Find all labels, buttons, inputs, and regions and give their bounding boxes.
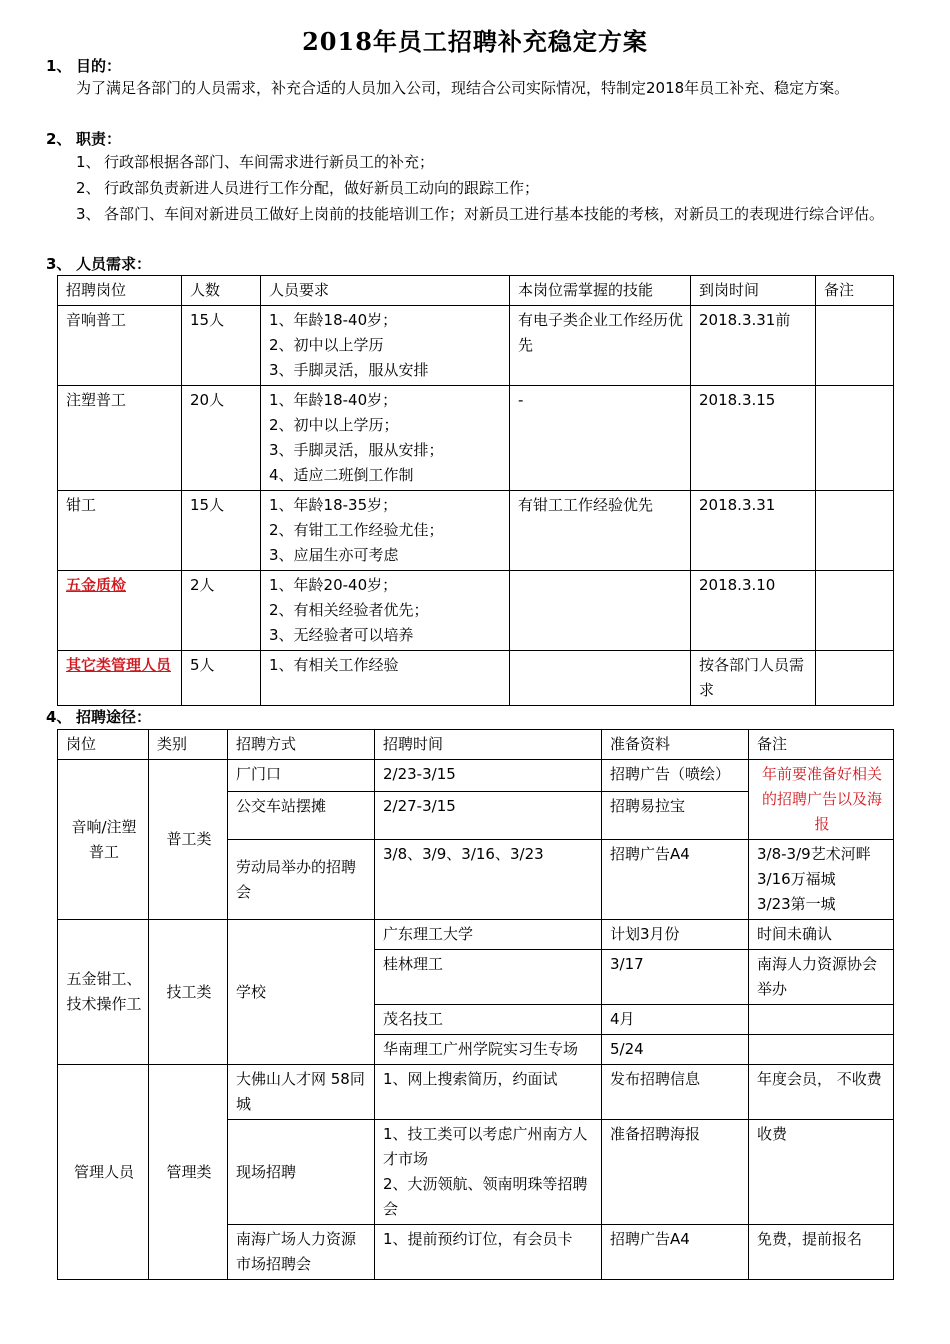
count-cell: 15人 <box>182 306 261 386</box>
column-header: 备注 <box>749 730 894 760</box>
section-3-heading: 3、 人员需求： <box>46 255 152 273</box>
material-cell: 招聘广告（喷绘） <box>602 760 749 792</box>
requirement-cell: 1、年龄18-35岁； 2、有钳工工作经验尤佳； 3、应届生亦可考虑 <box>261 491 510 571</box>
method-cell: 大佛山人才网 58同城 <box>228 1065 375 1120</box>
method-cell: 劳动局举办的招聘会 <box>228 840 375 920</box>
demand-table <box>57 275 894 706</box>
column-header: 岗位 <box>58 730 149 760</box>
list-item: 2、 行政部负责新进人员进行工作分配，做好新员工动向的跟踪工作； <box>76 179 540 197</box>
type-cell: 普工类 <box>149 760 228 920</box>
count-cell: 15人 <box>182 491 261 571</box>
post-cell: 音响/注塑普工 <box>58 760 149 920</box>
note-cell: 免费，提前报名 <box>749 1225 894 1280</box>
type-cell: 管理类 <box>149 1065 228 1280</box>
list-item: 1、 行政部根据各部门、车间需求进行新员工的补充； <box>76 153 435 171</box>
table-row <box>58 306 894 386</box>
note-cell <box>816 306 894 386</box>
time-cell: 茂名技工 <box>375 1005 602 1035</box>
column-header: 本岗位需掌握的技能 <box>510 276 691 306</box>
channel-table <box>57 729 894 1280</box>
table-row <box>58 571 894 651</box>
table-row <box>58 1065 894 1120</box>
method-cell: 学校 <box>228 920 375 1065</box>
count-cell: 20人 <box>182 386 261 491</box>
requirement-cell: 1、年龄20-40岁； 2、有相关经验者优先； 3、无经验者可以培养 <box>261 571 510 651</box>
post-cell <box>58 571 182 651</box>
time-cell: 1、网上搜索简历，约面试 <box>375 1065 602 1120</box>
count-cell: 5人 <box>182 651 261 706</box>
column-header: 备注 <box>816 276 894 306</box>
table-row <box>58 760 894 792</box>
table-row <box>58 386 894 491</box>
column-header: 人员要求 <box>261 276 510 306</box>
method-cell: 厂门口 <box>228 760 375 792</box>
skill-cell <box>510 651 691 706</box>
skill-cell: 有电子类企业工作经历优先 <box>510 306 691 386</box>
date-cell: 2018.3.31前 <box>691 306 816 386</box>
method-cell: 现场招聘 <box>228 1120 375 1225</box>
table-header-row <box>58 276 894 306</box>
time-cell: 2/23-3/15 <box>375 760 602 792</box>
date-cell: 2018.3.31 <box>691 491 816 571</box>
requirement-cell: 1、年龄18-40岁； 2、初中以上学历 3、手脚灵活，服从安排 <box>261 306 510 386</box>
table-row <box>58 651 894 706</box>
note-cell: 年度会员， 不收费 <box>749 1065 894 1120</box>
material-cell: 招聘易拉宝 <box>602 792 749 840</box>
material-cell: 4月 <box>602 1005 749 1035</box>
note-cell <box>816 651 894 706</box>
column-header: 招聘方式 <box>228 730 375 760</box>
note-cell: 时间未确认 <box>749 920 894 950</box>
note-cell <box>749 1005 894 1035</box>
skill-cell: 有钳工工作经验优先 <box>510 491 691 571</box>
count-cell: 2人 <box>182 571 261 651</box>
column-header: 招聘时间 <box>375 730 602 760</box>
column-header: 类别 <box>149 730 228 760</box>
column-header: 招聘岗位 <box>58 276 182 306</box>
section-1-heading: 1、 目的： <box>46 57 122 75</box>
purpose-text: 为了满足各部门的人员需求，补充合适的人员加入公司，现结合公司实际情况，特制定2018年员工补充、稳定方案。 <box>76 79 850 97</box>
skill-cell: - <box>510 386 691 491</box>
document-title: 2018年员工招聘补充稳定方案 <box>302 27 648 56</box>
material-cell: 招聘广告A4 <box>602 840 749 920</box>
note-cell <box>816 491 894 571</box>
highlighted-post: 五金质检 <box>66 576 127 594</box>
table-header-row <box>58 730 894 760</box>
material-cell: 发布招聘信息 <box>602 1065 749 1120</box>
time-cell: 华南理工广州学院实习生专场 <box>375 1035 602 1065</box>
post-cell: 钳工 <box>58 491 182 571</box>
date-cell: 2018.3.15 <box>691 386 816 491</box>
section-2-heading: 2、 职责： <box>46 130 122 148</box>
method-cell: 公交车站摆摊 <box>228 792 375 840</box>
section-4-heading: 4、 招聘途径： <box>46 708 152 726</box>
note-cell: 南海人力资源协会举办 <box>749 950 894 1005</box>
time-cell: 桂林理工 <box>375 950 602 1005</box>
date-cell: 按各部门人员需求 <box>691 651 816 706</box>
material-cell: 5/24 <box>602 1035 749 1065</box>
note-cell <box>749 1035 894 1065</box>
material-cell: 计划3月份 <box>602 920 749 950</box>
material-cell: 准备招聘海报 <box>602 1120 749 1225</box>
list-item: 3、 各部门、车间对新进员工做好上岗前的技能培训工作；对新员工进行基本技能的考核，对新员工的表现进行综合评估。 <box>76 205 885 223</box>
material-cell: 招聘广告A4 <box>602 1225 749 1280</box>
highlighted-post: 其它类管理人员 <box>66 656 172 674</box>
requirement-cell: 1、年龄18-40岁； 2、初中以上学历； 3、手脚灵活，服从安排； 4、适应二班倒工作制 <box>261 386 510 491</box>
table-row <box>58 920 894 950</box>
material-cell: 3/17 <box>602 950 749 1005</box>
column-header: 人数 <box>182 276 261 306</box>
note-cell: 收费 <box>749 1120 894 1225</box>
post-cell: 注塑普工 <box>58 386 182 491</box>
skill-cell <box>510 571 691 651</box>
time-cell: 1、提前预约订位，有会员卡 <box>375 1225 602 1280</box>
time-cell: 1、技工类可以考虑广州南方人才市场 2、大沥领航、领南明珠等招聘会 <box>375 1120 602 1225</box>
type-cell: 技工类 <box>149 920 228 1065</box>
note-cell <box>816 571 894 651</box>
column-header: 准备资料 <box>602 730 749 760</box>
time-cell: 广东理工大学 <box>375 920 602 950</box>
post-cell: 五金钳工、技术操作工 <box>58 920 149 1065</box>
post-cell: 音响普工 <box>58 306 182 386</box>
note-cell: 3/8-3/9艺术河畔 3/16万福城 3/23第一城 <box>749 840 894 920</box>
post-cell: 管理人员 <box>58 1065 149 1280</box>
time-cell: 3/8、3/9、3/16、3/23 <box>375 840 602 920</box>
column-header: 到岗时间 <box>691 276 816 306</box>
date-cell: 2018.3.10 <box>691 571 816 651</box>
duties-list <box>76 149 908 227</box>
time-cell: 2/27-3/15 <box>375 792 602 840</box>
note-cell-highlight: 年前要准备好相关的招聘广告以及海报 <box>749 760 894 840</box>
method-cell: 南海广场人力资源市场招聘会 <box>228 1225 375 1280</box>
requirement-cell: 1、有相关工作经验 <box>261 651 510 706</box>
post-cell <box>58 651 182 706</box>
table-row <box>58 491 894 571</box>
note-cell <box>816 386 894 491</box>
